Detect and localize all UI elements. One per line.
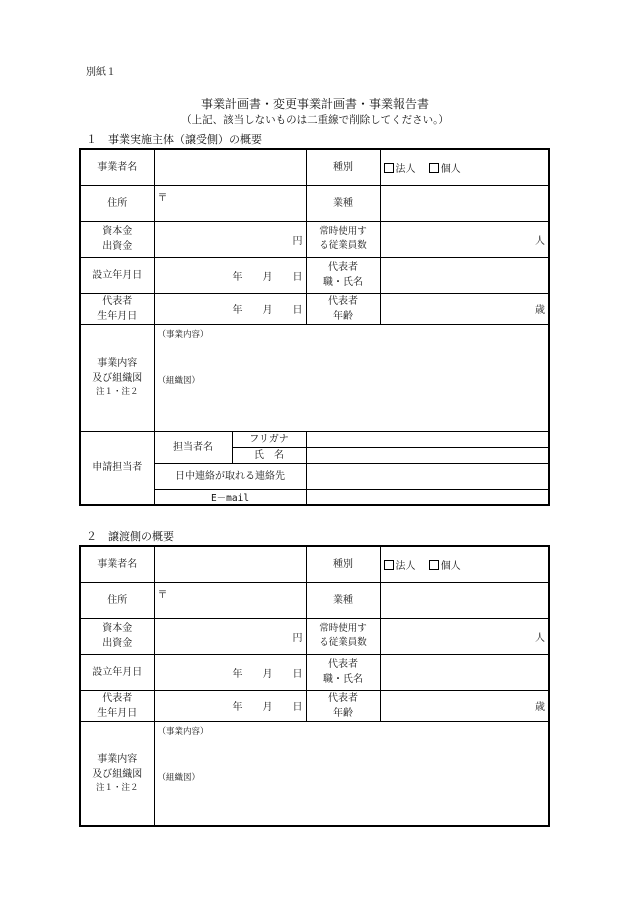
s2-business-content-hint: （事業内容） [157, 726, 209, 737]
section2-table [79, 545, 550, 827]
s2-employees-field[interactable]: 人 [380, 618, 549, 654]
s1-content-field[interactable] [154, 324, 549, 431]
s1-industry-label: 業種 [306, 185, 380, 221]
checkbox-icon[interactable] [429, 560, 439, 570]
s1-org-chart-hint: （組織図） [157, 375, 201, 386]
document-subtitle: （上記、該当しないものは二重線で削除してください。） [181, 114, 449, 126]
s1-address-label: 住所 [80, 185, 154, 221]
s2-business-name-field[interactable] [154, 546, 306, 582]
postal-mark: 〒 [157, 192, 168, 204]
s1-type-field [380, 149, 549, 185]
s1-established-field[interactable]: 年 月 日 [154, 257, 306, 293]
s2-rep-age-label: 代表者 年齢 [306, 690, 380, 721]
checkbox-icon[interactable] [429, 163, 439, 173]
s2-capital-label: 資本金 出資金 [80, 618, 154, 654]
s2-rep-birth-label: 代表者 生年月日 [80, 690, 154, 721]
s1-daytime-contact-field[interactable] [306, 463, 549, 489]
s1-business-name-label: 事業者名 [80, 149, 154, 185]
checkbox-icon[interactable] [384, 560, 394, 570]
s2-content-label: 事業内容 及び組織図 注１・注２ [80, 721, 154, 826]
section2-heading: ２ 譲渡側の概要 [86, 530, 174, 543]
s1-employees-field[interactable]: 人 [380, 221, 549, 257]
s1-email-label: E－mail [154, 489, 306, 505]
s2-address-label: 住所 [80, 582, 154, 618]
s2-industry-field[interactable] [380, 582, 549, 618]
annex-label: 別紙１ [86, 67, 116, 78]
s1-rep-title-label: 代表者 職・氏名 [306, 257, 380, 293]
s2-type-field [380, 546, 549, 582]
s1-applicant-contact-label: 申請担当者 [80, 431, 154, 505]
s2-org-chart-hint: （組織図） [157, 772, 201, 783]
s2-industry-label: 業種 [306, 582, 380, 618]
postal-mark: 〒 [157, 589, 168, 601]
s1-type-option-individual[interactable]: 個人 [429, 164, 461, 175]
s1-employees-label: 常時使用す る従業員数 [306, 221, 380, 257]
s1-address-field[interactable] [154, 185, 306, 221]
s1-full-name-field[interactable] [306, 447, 549, 463]
s1-rep-title-field[interactable] [380, 257, 549, 293]
s2-address-field[interactable] [154, 582, 306, 618]
s1-contact-person-label: 担当者名 [154, 431, 232, 463]
s1-daytime-contact-label: 日中連絡が取れる連絡先 [154, 463, 306, 489]
checkbox-icon[interactable] [384, 163, 394, 173]
s1-business-content-hint: （事業内容） [157, 329, 209, 340]
s1-capital-label: 資本金 出資金 [80, 221, 154, 257]
s2-capital-field[interactable]: 円 [154, 618, 306, 654]
s1-established-label: 設立年月日 [80, 257, 154, 293]
s1-capital-field[interactable]: 円 [154, 221, 306, 257]
s2-employees-label: 常時使用す る従業員数 [306, 618, 380, 654]
s2-established-field[interactable]: 年 月 日 [154, 654, 306, 690]
s1-rep-age-label: 代表者 年齢 [306, 293, 380, 324]
s2-rep-title-label: 代表者 職・氏名 [306, 654, 380, 690]
s2-rep-birth-field[interactable]: 年 月 日 [154, 690, 306, 721]
s2-business-name-label: 事業者名 [80, 546, 154, 582]
s1-furigana-label: フリガナ [232, 431, 306, 447]
s2-rep-title-field[interactable] [380, 654, 549, 690]
s2-rep-age-field[interactable]: 歳 [380, 690, 549, 721]
s1-email-field[interactable] [306, 489, 549, 505]
document-title: 事業計画書・変更事業計画書・事業報告書 [200, 97, 429, 111]
s2-established-label: 設立年月日 [80, 654, 154, 690]
s1-type-option-corporation[interactable]: 法人 [384, 164, 416, 175]
s1-rep-age-field[interactable]: 歳 [380, 293, 549, 324]
s1-rep-birth-label: 代表者 生年月日 [80, 293, 154, 324]
s1-rep-birth-field[interactable]: 年 月 日 [154, 293, 306, 324]
s1-content-label: 事業内容 及び組織図 注１・注２ [80, 324, 154, 431]
s2-type-option-corporation[interactable]: 法人 [384, 561, 416, 572]
s1-business-name-field[interactable] [154, 149, 306, 185]
s2-type-label: 種別 [306, 546, 380, 582]
section1-table [79, 148, 550, 506]
s1-industry-field[interactable] [380, 185, 549, 221]
s1-type-label: 種別 [306, 149, 380, 185]
s1-furigana-field[interactable] [306, 431, 549, 447]
section1-heading: １ 事業実施主体（譲受側）の概要 [86, 133, 262, 146]
s2-type-option-individual[interactable]: 個人 [429, 561, 461, 572]
s2-content-field[interactable] [154, 721, 549, 826]
s1-full-name-label: 氏 名 [232, 447, 306, 463]
